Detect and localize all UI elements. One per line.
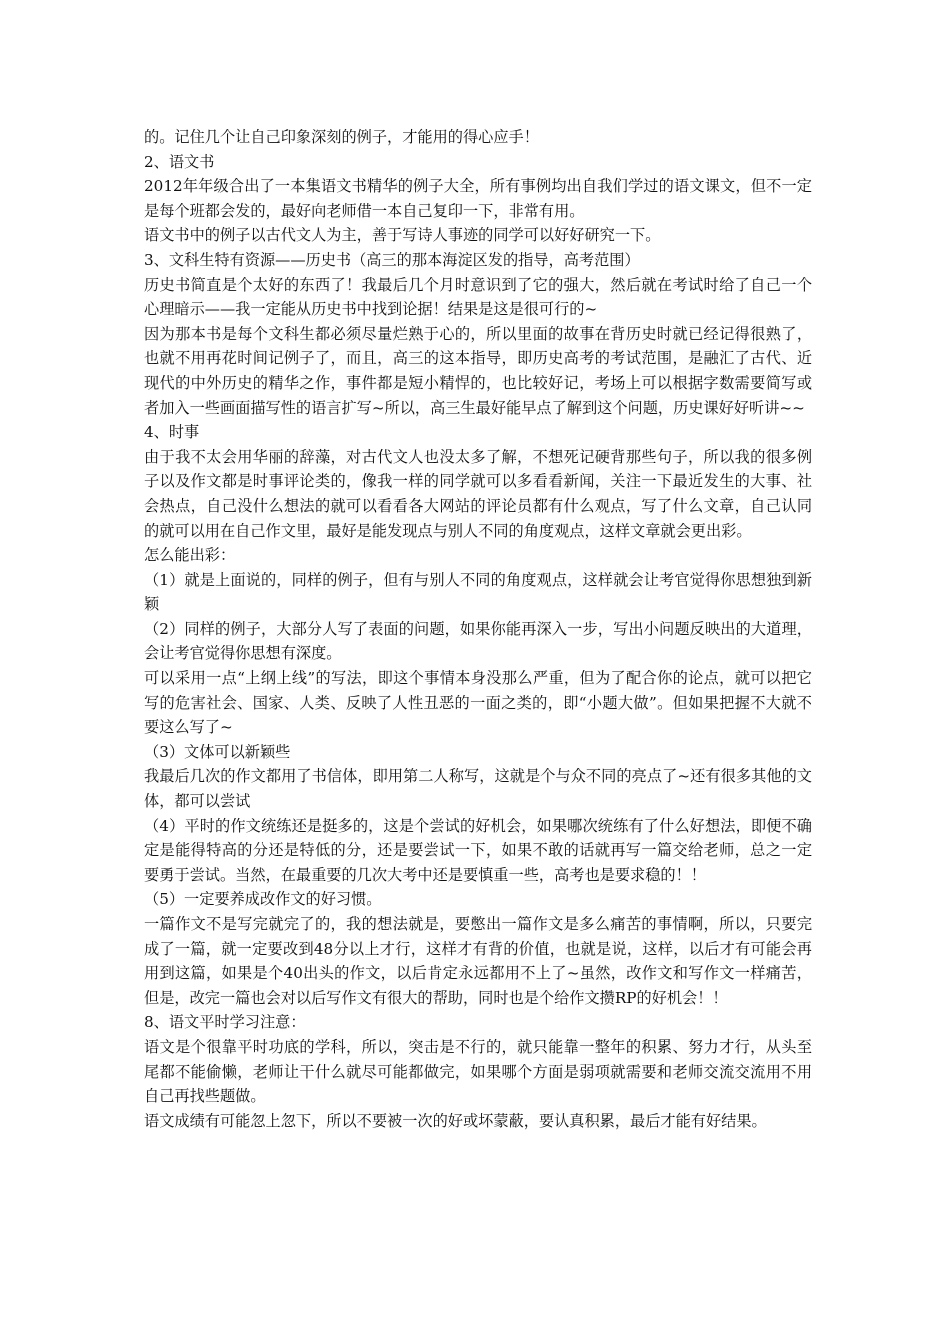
paragraph-revise-essays: 一篇作文不是写完就完了的，我的想法就是，要憋出一篇作文是多么痛苦的事情啊，所以，只要完成了一篇，就一定要改到48分以上才行，这样才有背的价值，也就是说，这样，以后才有可能会再用到这篇，如果是个40出头的作文，以后肯定永远都用不上了~虽然，改作文和写作文一样痛苦，但是，改完一篇也会对以后写作文有很大的帮助，同时也是个给作文攒RP的好机会！！ xyxy=(144,915,812,1007)
heading-history-book: 3、文科生特有资源——历史书（高三的那本海淀区发的指导，高考范围） xyxy=(144,250,640,269)
paragraph-daily-study: 语文是个很靠平时功底的学科，所以，突击是不行的，就只能靠一整年的积累、努力才行，从头至尾都不能偷懒，老师让干什么就尽可能都做完，如果哪个方面是弱项就需要和老师交流交流用不用自己再找些题做。 xyxy=(144,1037,812,1106)
paragraph-current-events: 由于我不太会用华丽的辞藻，对古代文人也没太多了解，不想死记硬背那些句子，所以我的很多例子以及作文都是时事评论类的，像我一样的同学就可以多看看新闻，关注一下最近发生的大事、社会热点，自己没什么想法的就可以看看各大网站的评论员都有什么观点，写了什么文章，自己认同的就可以用在自己作文里，最好是能发现点与别人不同的角度观点，这样文章就会更出彩。 xyxy=(144,447,812,540)
paragraph-history-book-reason: 因为那本书是每个文科生都必须尽量烂熟于心的，所以里面的故事在背历史时就已经记得很熟了，也就不用再花时间记例子了，而且，高三的这本指导，即历史高考的考试范围，是融汇了古代、近现代的中外历史的精华之作，事件都是短小精悍的，也比较好记，考场上可以根据字数需要简写或者加入一些画面描写性的语言扩写~所以，高三生最好能早点了解到这个问题，历史课好好听讲~~ xyxy=(144,324,812,417)
paragraph-textbook-collection: 2012年年级合出了一本集语文书精华的例子大全，所有事例均出自我们学过的语文课文，但不一定是每个班都会发的，最好向老师借一本自己复印一下，非常有用。 xyxy=(144,177,812,220)
paragraph-textbook-examples: 语文书中的例子以古代文人为主，善于写诗人事迹的同学可以好好研究一下。 xyxy=(144,226,661,245)
tip-1-unique-angle: （1）就是上面说的，同样的例子，但有与别人不同的角度观点，这样就会让考官觉得你思想独到新颖 xyxy=(144,570,812,614)
heading-how-to-stand-out: 怎么能出彩： xyxy=(144,546,236,565)
heading-current-events: 4、时事 xyxy=(144,423,200,442)
heading-textbook: 2、语文书 xyxy=(144,152,215,171)
heading-daily-study: 8、语文平时学习注意： xyxy=(144,1013,306,1032)
tip-5-revise-essays: （5）一定要养成改作文的好习惯。 xyxy=(144,890,382,909)
paragraph-closing: 语文成绩有可能忽上忽下，所以不要被一次的好或坏蒙蔽，要认真积累，最后才能有好结果。 xyxy=(144,1111,767,1130)
tip-3-novel-style: （3）文体可以新颖些 xyxy=(144,742,291,761)
tip-2-deeper-thinking: （2）同样的例子，大部分人写了表面的问题，如果你能再深入一步，写出小问题反映出的大道理，会让考官觉得你思想有深度。 xyxy=(144,619,812,663)
paragraph-history-book-intro: 历史书简直是个太好的东西了！我最后几个月时意识到了它的强大，然后就在考试时给了自己一个心理暗示——我一定能从历史书中找到论据！结果是这是很可行的~ xyxy=(144,275,812,319)
tip-4-try-in-practice: （4）平时的作文统练还是挺多的，这是个尝试的好机会，如果哪次统练有了什么好想法，即便不确定是能得特高的分还是特低的分，还是要尝试一下，如果不敢的话就再写一篇交给老师，总之一定要勇于尝试。当然，在最重要的几次大考中还是要慎重一些，高考也是要求稳的！！ xyxy=(144,816,812,884)
paragraph-escalation-technique: 可以采用一点“上纲上线”的写法，即这个事情本身没那么严重，但为了配合你的论点，就可以把它写的危害社会、国家、人类、反映了人性丑恶的一面之类的，即“小题大做”。但如果把握不大就不要这么写了~ xyxy=(144,669,812,737)
document-body xyxy=(144,125,812,1133)
paragraph-letter-style: 我最后几次的作文都用了书信体，即用第二人称写，这就是个与众不同的亮点了~还有很多其他的文体，都可以尝试 xyxy=(144,767,812,811)
paragraph-intro-tail: 的。记住几个让自己印象深刻的例子，才能用的得心应手！ xyxy=(144,128,539,146)
